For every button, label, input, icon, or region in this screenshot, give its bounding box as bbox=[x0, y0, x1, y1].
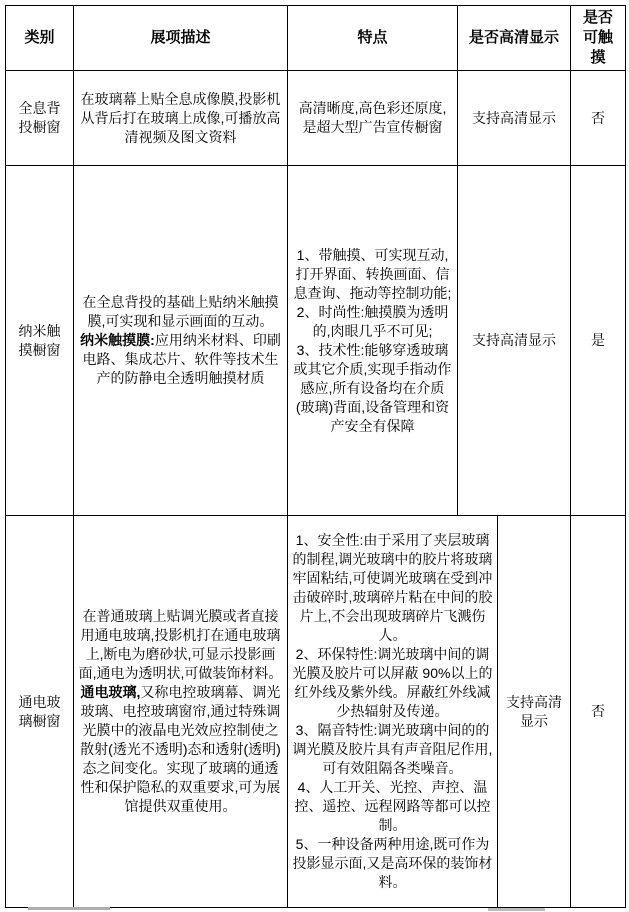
description-paragraph bbox=[78, 683, 283, 816]
header-hd-display: 是否高清显示 bbox=[458, 6, 571, 71]
cell-description bbox=[74, 516, 288, 908]
category-label: 通电玻璃橱窗 bbox=[18, 693, 61, 729]
description-bold-term: 通电玻璃, bbox=[80, 684, 141, 700]
feature-item: 5、一种设备两种用途,既可作为投影显示面,又是高环保的装饰材料。 bbox=[292, 836, 493, 890]
table-row bbox=[6, 166, 626, 516]
bottom-left-artifact-mark bbox=[28, 907, 110, 910]
header-description: 展项描述 bbox=[74, 6, 288, 71]
feature-item: 2、时尚性:触摸膜为透明的,肉眼几乎不可见; bbox=[296, 303, 449, 339]
cell-touchable: 是 bbox=[571, 166, 626, 516]
feature-item: 3、技术性:能够穿透玻璃或其它介质,实现手指动作感应,所有设备均在介质(玻璃)背面,设备管理和资产安全有保障 bbox=[293, 341, 452, 434]
cell-hd-display: 支持高清显示 bbox=[458, 71, 571, 166]
feature-item: 1、安全性:由于采用了夹层玻璃的制程,调光玻璃中的胶片将玻璃牢固粘结,可使调光玻璃在受到冲击破碎时,玻璃碎片粘在中间的胶片上,不会出现玻璃碎片飞溅伤人。 bbox=[292, 532, 493, 643]
cell-features bbox=[288, 516, 498, 908]
feature-item: 1、带触摸、可实现互动,打开界面、转换画面、信息查询、拖动等控制功能; bbox=[293, 246, 452, 301]
cell-description bbox=[74, 166, 288, 516]
feature-item: 高清晰度,高色彩还原度,是超大型广告宣传橱窗 bbox=[298, 100, 447, 135]
cell-hd-display: 支持高清显示 bbox=[458, 166, 571, 516]
header-touchable-label: 是否可触摸 bbox=[583, 9, 614, 66]
exhibit-spec-table bbox=[5, 5, 626, 908]
table-row bbox=[6, 71, 626, 166]
table-header-row bbox=[6, 6, 626, 71]
bottom-right-artifact-mark bbox=[488, 908, 545, 911]
description-paragraph bbox=[78, 331, 283, 388]
category-label: 纳米触摸橱窗 bbox=[18, 322, 61, 358]
cell-features bbox=[288, 166, 458, 516]
cell-hd-display: 支持高清显示 bbox=[498, 516, 571, 908]
description-paragraph: 在普通玻璃上贴调光膜或者直接用通电玻璃,投影机打在通电玻璃上,断电为磨砂状,可显示投影画面,通电为透明状,可做装饰材料。 bbox=[78, 608, 283, 681]
feature-item: 3、隔音特性:调光玻璃中间的的调光膜及胶片具有声音阻尼作用,可有效阻隔各类噪音。 bbox=[292, 722, 493, 776]
category-label: 全息背投橱窗 bbox=[18, 100, 61, 135]
header-features: 特点 bbox=[288, 6, 458, 71]
cell-touchable: 否 bbox=[571, 71, 626, 166]
cell-category bbox=[6, 516, 74, 908]
cell-touchable: 否 bbox=[571, 516, 626, 908]
cell-category bbox=[6, 166, 74, 516]
description-text: 又称电控玻璃幕、调光玻璃、电控玻璃窗帘,通过特殊调光膜中的液晶电光效应控制使之散射(透光不透明)态和透射(透明)态之间变化。实现了玻璃的通透性和保护隐私的双重要求,可为展馆提供双重使用。 bbox=[80, 684, 281, 814]
header-category: 类别 bbox=[6, 6, 74, 71]
cell-features bbox=[288, 71, 458, 166]
feature-item: 2、环保特性:调光玻璃中间的调光膜及胶片可以屏蔽 90%以上的红外线及紫外线。屏蔽红外线减少热辐射及传递。 bbox=[292, 646, 493, 719]
description-paragraph: 在玻璃幕上贴全息成像膜,投影机从背后打在玻璃上成像,可播放高清视频及图文资料 bbox=[80, 90, 281, 145]
cell-description bbox=[74, 71, 288, 166]
feature-item: 4、人工开关、光控、声控、温控、遥控、远程网路等都可以控制。 bbox=[294, 779, 491, 833]
header-touchable bbox=[571, 6, 626, 71]
table-row bbox=[6, 516, 626, 908]
description-text: 应用纳米材料、印刷电路、集成芯片、软件等技术生产的防静电全透明触摸材质 bbox=[82, 332, 281, 386]
description-bold-term: 纳米触摸膜: bbox=[80, 332, 155, 348]
description-paragraph: 在全息背投的基础上贴纳米触摸膜,可实现和显示画面的互动。 bbox=[82, 294, 279, 329]
cell-category bbox=[6, 71, 74, 166]
